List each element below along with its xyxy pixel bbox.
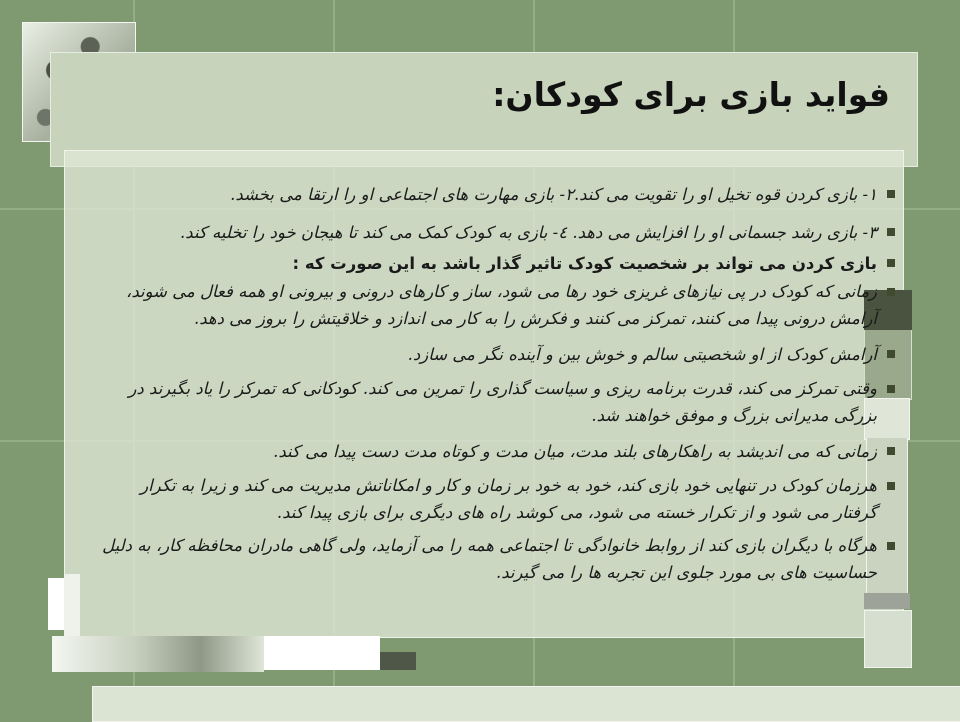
list-item [95, 180, 895, 209]
list-item [95, 437, 895, 466]
bullet-marker [887, 288, 895, 296]
list-item-text: بازی کردن می تواند بر شخصیت کودک تاثیر گذار باشد به این صورت که : [292, 254, 877, 273]
bullet-list [95, 180, 895, 586]
list-item-text: زمانی که کودک در پی نیازهای غریزی خود رها می شود، ساز و کارهای درونی و بیرونی او همه فعال می شوند، آرامش درونی پیدا می کنند، تمرکز می کنند و فکرش را به کار می اندازد و خلاقیتش را بروز می دهد. [126, 282, 877, 328]
bullet-marker [887, 385, 895, 393]
list-item-text: زمانی که می اندیشد به راهکارهای بلند مدت، میان مدت و کوتاه مدت دست پیدا می کند. [273, 442, 877, 461]
bullet-marker [887, 542, 895, 550]
list-item-text: وقتی تمرکز می کند، قدرت برنامه ریزی و سیاست گذاری را تمرین می کند. کودکانی که تمرکز را یاد بگیرند در بزرگی مدیرانی بزرگ و موفق خواهند شد. [128, 379, 877, 425]
list-item [95, 375, 895, 429]
bullet-marker [887, 259, 895, 267]
list-item-text: آرامش کودک از او شخصیتی سالم و خوش بین و آینده نگر می سازد. [407, 345, 877, 364]
decor-block-white [264, 636, 380, 670]
list-item [95, 249, 895, 278]
list-item [95, 278, 895, 332]
slide-title: فواید بازی برای کودکان: [492, 75, 890, 114]
decor-block-light [864, 610, 912, 668]
decor-tree-photo-small [52, 636, 264, 672]
list-item [95, 532, 895, 586]
bottom-bar [92, 686, 960, 722]
list-item [95, 472, 895, 526]
list-item-text: هرگاه با دیگران بازی کند از روابط خانوادگی تا اجتماعی همه را می آزماید، ولی گاهی مادران محافظه کار، به دلیل حساسیت های بی مورد جلوی این تجربه ها را می گیرند. [102, 536, 877, 582]
bullet-marker [887, 228, 895, 236]
bullet-marker [887, 482, 895, 490]
list-item [95, 218, 895, 247]
list-item-text: ۱- بازی کردن قوه تخیل او را تقویت می کند.۲- بازی مهارت های اجتماعی او را ارتقا می بخشد. [230, 185, 877, 204]
decor-block-dark [380, 652, 416, 670]
bullet-marker [887, 350, 895, 358]
list-item-text: هرزمان کودک در تنهایی خود بازی کند، خود به خود بر زمان و کار و امکاناتش مدیریت می کند و زیرا به تکرار گرفتار می شود و از تکرار خسته می شود، می کوشد راه های دیگری برای بازی پیدا کند. [140, 476, 877, 522]
bullet-marker [887, 190, 895, 198]
bullet-marker [887, 447, 895, 455]
list-item [95, 340, 895, 369]
decor-strip-gray [864, 593, 910, 609]
list-item-text: ۳- بازی رشد جسمانی او را افزایش می دهد. ٤- بازی به کودک کمک می کند تا هیجان خود را تخلیه کند. [180, 223, 877, 242]
